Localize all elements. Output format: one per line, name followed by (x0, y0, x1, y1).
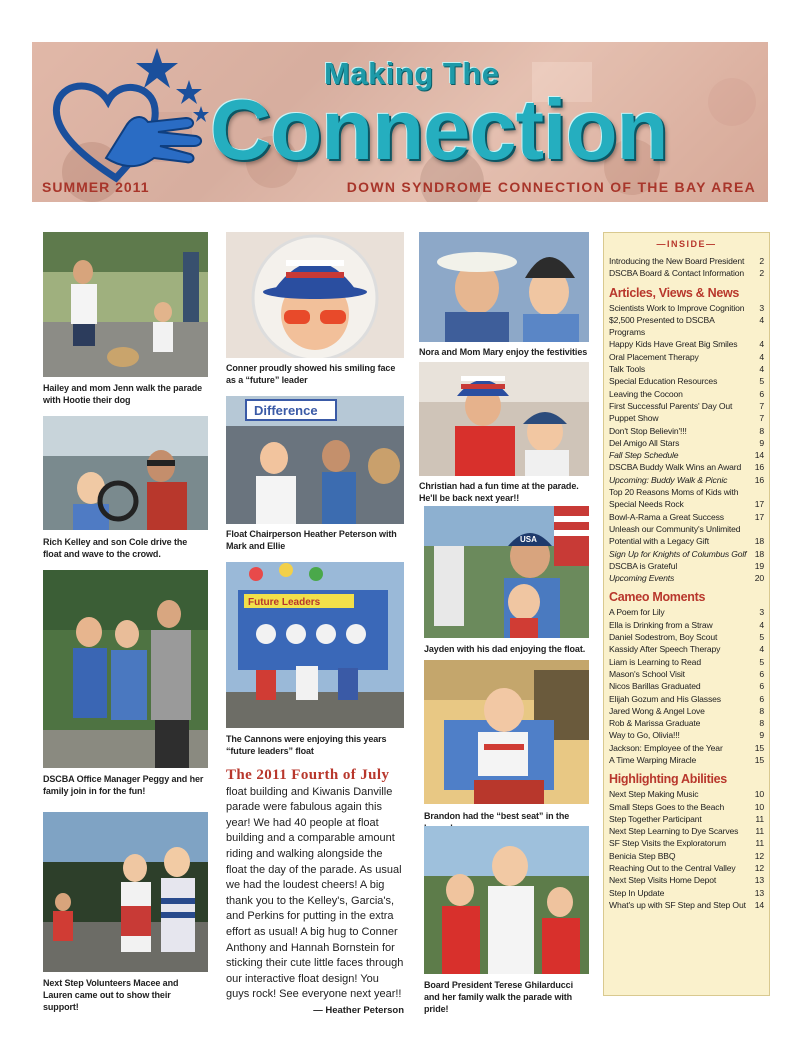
toc-item-title: Kassidy After Speech Therapy (609, 644, 721, 655)
toc-item-page: 8 (759, 718, 764, 729)
photo-christian (419, 362, 589, 476)
toc-item-page: 15 (754, 742, 764, 753)
toc-item-page: 5 (759, 376, 764, 387)
toc-item-page: 20 (754, 573, 764, 584)
sign-future-leaders: Future Leaders (248, 597, 321, 608)
photo-caption: The Cannons were enjoying this years “future leaders” float (226, 734, 387, 756)
toc-item (609, 668, 764, 680)
toc-item-page: 5 (759, 632, 764, 643)
toc-item-title: Scientists Work to Improve Cognition (609, 302, 745, 313)
toc-item-page: 12 (754, 850, 764, 861)
masthead-title-main: Connection (210, 83, 668, 178)
toc-item-title: DSCBA is Grateful (609, 560, 678, 571)
toc-item-page: 3 (759, 302, 764, 313)
organization-name: DOWN SYNDROME CONNECTION OF THE BAY AREA (346, 179, 756, 195)
photo-jayden-and-dad (424, 506, 589, 638)
toc-item (609, 425, 764, 437)
toc-item-title: Introducing the New Board President (609, 256, 745, 266)
toc-item-title: Unleash our Community's Unlimited (609, 523, 741, 534)
toc-item-title: Jackson: Employee of the Year (609, 742, 723, 753)
toc-item-title: Way to Go, Olivia!!! (609, 730, 680, 741)
toc-item-title: Special Needs Rock (609, 499, 684, 510)
toc-item (609, 656, 764, 668)
toc-item-title: Talk Tools (609, 364, 646, 375)
toc-item-page: 9 (759, 437, 764, 448)
toc-item-page: 4 (759, 339, 764, 350)
toc-item (609, 351, 764, 363)
toc-item-page: 16 (754, 474, 764, 485)
toc-item (609, 560, 764, 572)
toc-item-title: Sign Up for Knights of Columbus Golf (609, 548, 747, 559)
toc-item-title: Happy Kids Have Great Big Smiles (609, 339, 738, 350)
toc-item-page: 4 (759, 351, 764, 362)
toc-item-title: Top 20 Reasons Moms of Kids with (609, 487, 739, 498)
inside-contents-sidebar (603, 232, 770, 996)
toc-item (609, 705, 764, 717)
toc-item-title: Don't Stop Believin'!!! (609, 425, 687, 436)
toc-item (609, 862, 764, 874)
photo-nora-and-mom (419, 232, 589, 342)
masthead-title-top: Making The (324, 56, 500, 91)
toc-item-page: 14 (754, 899, 764, 910)
toc-item-page: 7 (759, 400, 764, 411)
photo-caption: Board President Terese Ghilarducci and her family walk the parade with pride! (424, 980, 573, 1014)
masthead (32, 42, 768, 202)
toc-item-page: 2 (759, 268, 764, 279)
toc-item (609, 631, 764, 643)
toc-item (609, 837, 764, 849)
toc-item (609, 693, 764, 705)
toc-item (609, 548, 764, 560)
toc-item-title: Next Step Making Music (609, 789, 699, 800)
toc-item-page: 4 (759, 644, 764, 655)
toc-item-page: 4 (759, 619, 764, 630)
photo-hailey-and-mom (43, 232, 208, 377)
toc-item (609, 742, 764, 754)
toc-item (609, 461, 764, 473)
toc-item-title: Mason's School Visit (609, 668, 685, 679)
star-icon (176, 80, 202, 104)
photo-conner-future-leader (226, 232, 404, 358)
photo-caption: Rich Kelley and son Cole drive the float and wave to the crowd. (43, 537, 188, 559)
toc-item-title: Upcoming Events (609, 573, 675, 584)
toc-item (609, 643, 764, 655)
toc-item (609, 523, 764, 535)
toc-item-title: Ella is Drinking from a Straw (609, 619, 713, 630)
photo-caption: Christian had a fun time at the parade. He'll be back next year!! (419, 481, 579, 503)
photo-caption: Float Chairperson Heather Peterson with Mark and Ellie (226, 529, 397, 551)
toc-item-title: Upcoming: Buddy Walk & Picnic (609, 474, 728, 485)
toc-item-title: First Successful Parents' Day Out (609, 400, 733, 411)
inside-heading: —INSIDE— (656, 239, 717, 249)
toc-item-title: Reaching Out to the Central Valley (609, 863, 736, 874)
toc-item (609, 788, 764, 800)
toc-item (609, 680, 764, 692)
sign-difference: Difference (254, 403, 318, 418)
article-headline: The 2011 Fourth of July (226, 767, 390, 783)
photo-caption: Conner proudly showed his smiling face as a “future” leader (226, 363, 396, 385)
toc-item (609, 388, 764, 400)
toc-item-title: Rob & Marissa Graduate (609, 718, 701, 729)
toc-item (609, 535, 764, 547)
issue-date: SUMMER 2011 (42, 179, 150, 195)
toc-section-heading: Articles, Views & News (609, 285, 740, 300)
toc-item (609, 899, 764, 911)
toc-item-title: Oral Placement Therapy (609, 351, 699, 362)
toc-item-title: DSCBA Buddy Walk Wins an Award (609, 462, 742, 473)
toc-item-page: 7 (759, 413, 764, 424)
toc-item-page: 2 (759, 256, 764, 266)
toc-item (609, 400, 764, 412)
toc-item-page: 8 (759, 425, 764, 436)
toc-item-title: Jared Wong & Angel Love (609, 705, 705, 716)
article-body: float building and Kiwanis Danville parade were fabulous again this year! We had 40 people at float building and a comparable amount riding and walking alongside the float the day of the parade. As usual we had the loudest cheers! A big thank you to the Kelley's, Garcia's, and Perkins for putting in the extra effort as usual! A big hug to Conner Anthony and Hannah Bornstein for sticking their cute little faces through our interactive float design! You guys rock! See everyone next year!! (226, 785, 404, 1001)
toc-item-title: Nicos Barillas Graduated (609, 681, 701, 692)
toc-item-title: Next Step Learning to Dye Scarves (609, 826, 739, 837)
toc-item (609, 437, 764, 449)
toc-item-title: Benicia Step BBQ (609, 850, 676, 861)
toc-item (609, 754, 764, 766)
toc-item (609, 338, 764, 350)
hand-icon (106, 117, 201, 166)
toc-item-title: Leaving the Cocoon (609, 388, 683, 399)
toc-item-page: 11 (755, 838, 764, 849)
toc-item-page: 8 (759, 705, 764, 716)
toc-item-page: 17 (754, 511, 764, 522)
photo-heather-mark-ellie (226, 396, 404, 524)
toc-item (609, 729, 764, 741)
toc-sections (609, 286, 764, 912)
toc-item (609, 887, 764, 899)
photo-caption: Nora and Mom Mary enjoy the festivities (419, 347, 588, 357)
toc-item-title: Fall Step Schedule (609, 450, 679, 461)
toc-item (609, 801, 764, 813)
toc-item-title: DSCBA Board & Contact Information (609, 268, 745, 279)
toc-item (609, 302, 764, 314)
photo-cannons-float (226, 562, 404, 728)
photo-peggy-family (43, 570, 208, 768)
toc-item-title: Step Together Participant (609, 813, 702, 824)
toc-item-page: 6 (759, 388, 764, 399)
toc-item-page: 10 (754, 801, 764, 812)
photo-rich-kelley-float (43, 416, 208, 530)
toc-item-title: Puppet Show (609, 413, 659, 424)
toc-item-title: SF Step Visits the Exploratorum (609, 838, 726, 849)
toc-item-page: 9 (759, 730, 764, 741)
toc-item-title: Step In Update (609, 887, 665, 898)
photo-caption: DSCBA Office Manager Peggy and her family join in for the fun! (43, 774, 204, 796)
toc-item-page: 4 (759, 364, 764, 375)
toc-item-page (754, 523, 764, 535)
toc-item (609, 498, 764, 510)
toc-item-title: Elijah Gozum and His Glasses (609, 693, 721, 704)
toc-item (609, 619, 764, 631)
toc-item-page: 5 (759, 656, 764, 667)
toc-item-title: Daniel Sodestrom, Boy Scout (609, 632, 718, 643)
toc-item (609, 267, 764, 279)
toc-item (609, 813, 764, 825)
article-author: — Heather Peterson (313, 1004, 404, 1016)
toc-item-title: Special Education Resources (609, 376, 718, 387)
toc-item-page: 11 (755, 813, 764, 824)
heart-hand-logo (46, 46, 216, 196)
photo-caption: Jayden with his dad enjoying the float. (424, 644, 586, 654)
toc-item-title: What's up with SF Step and Step Out (609, 899, 746, 910)
photo-brandon-best-seat (424, 660, 589, 804)
toc-item-page: 6 (759, 668, 764, 679)
toc-item-title: Bowl-A-Rama a Great Success (609, 511, 724, 522)
toc-item-title: A Poem for Lily (609, 607, 665, 618)
toc-item-page: 4 (759, 314, 764, 325)
toc-item (609, 474, 764, 486)
star-icon (193, 106, 209, 122)
photo-terese-family (424, 826, 589, 974)
toc-item-page: 13 (754, 875, 764, 886)
toc-item-page: 17 (754, 499, 764, 510)
photo-caption: Next Step Volunteers Macee and Lauren came out to show their support! (43, 978, 179, 1012)
toc-item (609, 717, 764, 729)
toc-item (609, 486, 764, 498)
toc-item-title: Small Steps Goes to the Beach (609, 801, 725, 812)
toc-item-page: 11 (755, 826, 764, 837)
hat-usa-text: USA (520, 535, 537, 544)
toc-item-title: $2,500 Presented to DSCBA Programs (609, 314, 715, 338)
toc-item (609, 412, 764, 424)
toc-item-page (754, 486, 764, 498)
toc-item-title: Liam is Learning to Read (609, 656, 701, 667)
toc-item-title: Del Amigo All Stars (609, 437, 680, 448)
toc-section-heading: Cameo Moments (609, 590, 706, 605)
toc-item (609, 314, 764, 339)
toc-item-page: 18 (754, 536, 764, 547)
star-icon (136, 48, 178, 88)
toc-item-page: 10 (754, 789, 764, 800)
toc-item-page: 3 (759, 607, 764, 618)
toc-item-page: 12 (754, 863, 764, 874)
photo-caption: Hailey and mom Jenn walk the parade with Hootie their dog (43, 383, 203, 405)
toc-item-title: Potential with a Legacy Gift (609, 536, 709, 547)
photo-next-step-volunteers (43, 812, 208, 972)
toc-item-page: 14 (754, 450, 764, 461)
toc-item-page: 6 (759, 693, 764, 704)
toc-item (609, 511, 764, 523)
toc-item (609, 255, 764, 267)
toc-item-page: 6 (759, 681, 764, 692)
toc-item (609, 375, 764, 387)
toc-item-page: 16 (754, 462, 764, 473)
toc-item-page: 13 (754, 887, 764, 898)
toc-item (609, 825, 764, 837)
photo-caption: Brandon had the “best seat” in the (424, 811, 570, 821)
toc-item (609, 606, 764, 618)
fourth-of-july-article (226, 768, 404, 1019)
toc-item-page: 18 (754, 548, 764, 559)
toc-intro (609, 255, 764, 280)
toc-item-title: A Time Warping Miracle (609, 754, 697, 765)
toc-item-page: 19 (754, 560, 764, 571)
toc-section-heading: Highlighting Abilities (609, 772, 727, 787)
toc-item (609, 572, 764, 584)
toc-item (609, 874, 764, 886)
toc-item-page: 15 (754, 754, 764, 765)
toc-item (609, 850, 764, 862)
toc-item (609, 449, 764, 461)
toc-item (609, 363, 764, 375)
toc-item-title: Next Step Visits Home Depot (609, 875, 717, 886)
